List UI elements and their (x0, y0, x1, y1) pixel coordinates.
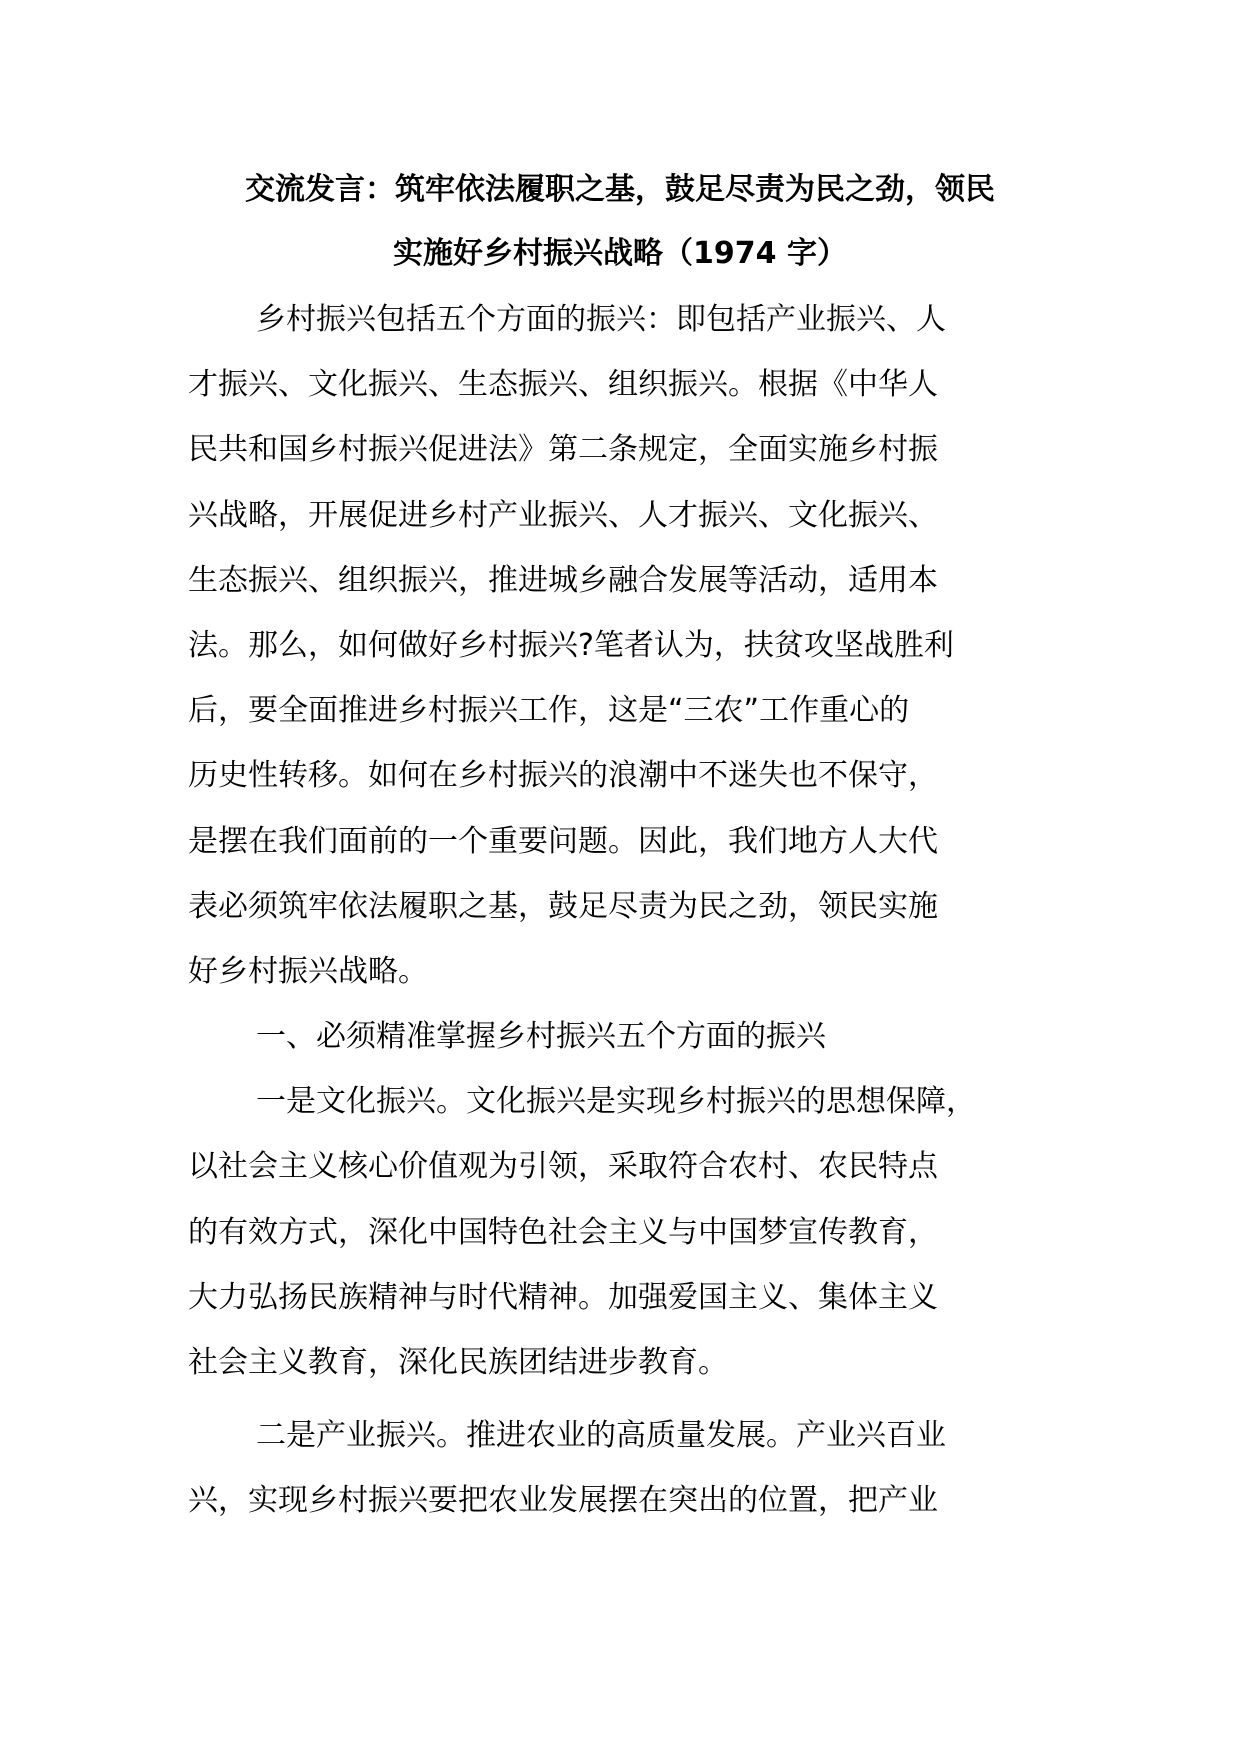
text-line: 法。那么，如何做好乡村振兴?笔者认为，扶贫攻坚战胜利 (188, 627, 954, 663)
text-line: 的有效方式，深化中国特色社会主义与中国梦宣传教育， (188, 1214, 938, 1250)
text-line: 民共和国乡村振兴促进法》第二条规定，全面实施乡村振 (188, 432, 938, 468)
paragraph-intro (188, 287, 1068, 1004)
text-line: 社会主义教育，深化民族团结进步教育。 (188, 1345, 728, 1380)
text-line: 历史性转移。如何在乡村振兴的浪潮中不迷失也不保守， (188, 758, 938, 794)
document-body (188, 287, 1068, 1534)
title-line: 交流发言：筑牢依法履职之基，鼓足尽责为民之劲，领民 (245, 172, 995, 207)
text-line: 好乡村振兴战略。 (188, 953, 428, 989)
text-line: 二是产业振兴。推进农业的高质量发展。产业兴百业 (256, 1418, 946, 1454)
document-title (188, 158, 1052, 286)
text-line: 一是文化振兴。文化振兴是实现乡村振兴的思想保障， (256, 1084, 976, 1120)
paragraph-industry (188, 1403, 1068, 1533)
paragraph-gap (188, 1395, 1068, 1403)
text-line: 后，要全面推进乡村振兴工作，这是“三农”工作重心的 (188, 693, 910, 729)
text-line: 兴战略，开展促进乡村产业振兴、人才振兴、文化振兴、 (188, 497, 938, 533)
text-line: 以社会主义核心价值观为引领，采取符合农村、农民特点 (188, 1149, 938, 1185)
heading-line: 一、必须精准掌握乡村振兴五个方面的振兴 (256, 1019, 826, 1055)
text-line: 兴，实现乡村振兴要把农业发展摆在突出的位置，把产业 (188, 1483, 938, 1519)
text-line: 大力弘扬民族精神与时代精神。加强爱国主义、集体主义 (188, 1279, 938, 1315)
title-line: 实施好乡村振兴战略（1974 字） (393, 236, 847, 271)
text-line: 生态振兴、组织振兴，推进城乡融合发展等活动，适用本 (188, 562, 938, 598)
section-heading (188, 1004, 1068, 1069)
text-line: 是摆在我们面前的一个重要问题。因此，我们地方人大代 (188, 823, 938, 859)
text-line: 才振兴、文化振兴、生态振兴、组织振兴。根据《中华人 (188, 367, 938, 403)
text-line: 乡村振兴包括五个方面的振兴：即包括产业振兴、人 (256, 302, 946, 337)
paragraph-culture (188, 1069, 1068, 1395)
text-line: 表必须筑牢依法履职之基，鼓足尽责为民之劲，领民实施 (188, 888, 938, 924)
